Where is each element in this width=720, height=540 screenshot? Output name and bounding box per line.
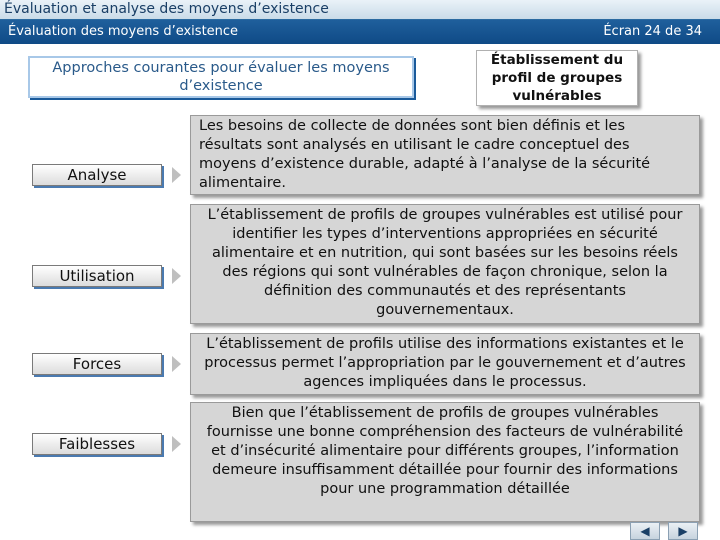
- row-label-analyse: Analyse: [32, 164, 162, 186]
- triangle-right-icon: ▶: [678, 524, 688, 538]
- screen-counter: Écran 24 de 34: [603, 24, 702, 39]
- row-text-forces: L’établissement de profils utilise des informations existantes et le processus permet l’appropriation par le gouvernement et d’autres agences impliquées dans le processus.: [190, 333, 700, 395]
- profile-title: Établissement du profil de groupes vulnérables: [490, 52, 624, 104]
- arrow-icon: [172, 436, 181, 452]
- row-text-utilisation: L’établissement de profils de groupes vulnérables est utilisé pour identifier les types d’interventions appropriées en sécurité alimentaire et en nutrition, qui sont basées sur les besoins réels des régions qui sont vulnérables de façon chronique, selon la définition des communautés et des représentants gouvernementaux.: [190, 204, 700, 324]
- row-label-utilisation: Utilisation: [32, 265, 162, 287]
- row-label-forces: Forces: [32, 353, 162, 375]
- approaches-title-box: [28, 56, 414, 98]
- row-text-analyse: Les besoins de collecte de données sont bien définis et les résultats sont analysés en utilisant le cadre conceptuel des moyens d’existence durable, adapté à l’analyse de la sécurité alimentaire.: [190, 115, 700, 195]
- row-text-faiblesses: Bien que l’établissement de profils de groupes vulnérables fournisse une bonne compréhension des facteurs de vulnérabilité et d’insécurité alimentaire pour différents groupes, l’information demeure insuffisamment détaillée pour fournir des informations pour une programmation détaillée: [190, 402, 700, 522]
- arrow-icon: [172, 356, 181, 372]
- title-bar: [0, 0, 720, 20]
- section-title: Évaluation des moyens d’existence: [8, 24, 239, 39]
- prev-screen-button[interactable]: [630, 522, 660, 540]
- window-title: Évaluation et analyse des moyens d’existence: [4, 1, 329, 17]
- row-label-faiblesses: Faiblesses: [32, 433, 162, 455]
- profile-title-box: [476, 50, 638, 106]
- section-header: [0, 20, 720, 44]
- arrow-icon: [172, 268, 181, 284]
- next-screen-button[interactable]: [668, 522, 698, 540]
- triangle-left-icon: ◀: [640, 524, 650, 538]
- arrow-icon: [172, 167, 181, 183]
- approaches-title: Approches courantes pour évaluer les moyens d’existence: [52, 60, 390, 94]
